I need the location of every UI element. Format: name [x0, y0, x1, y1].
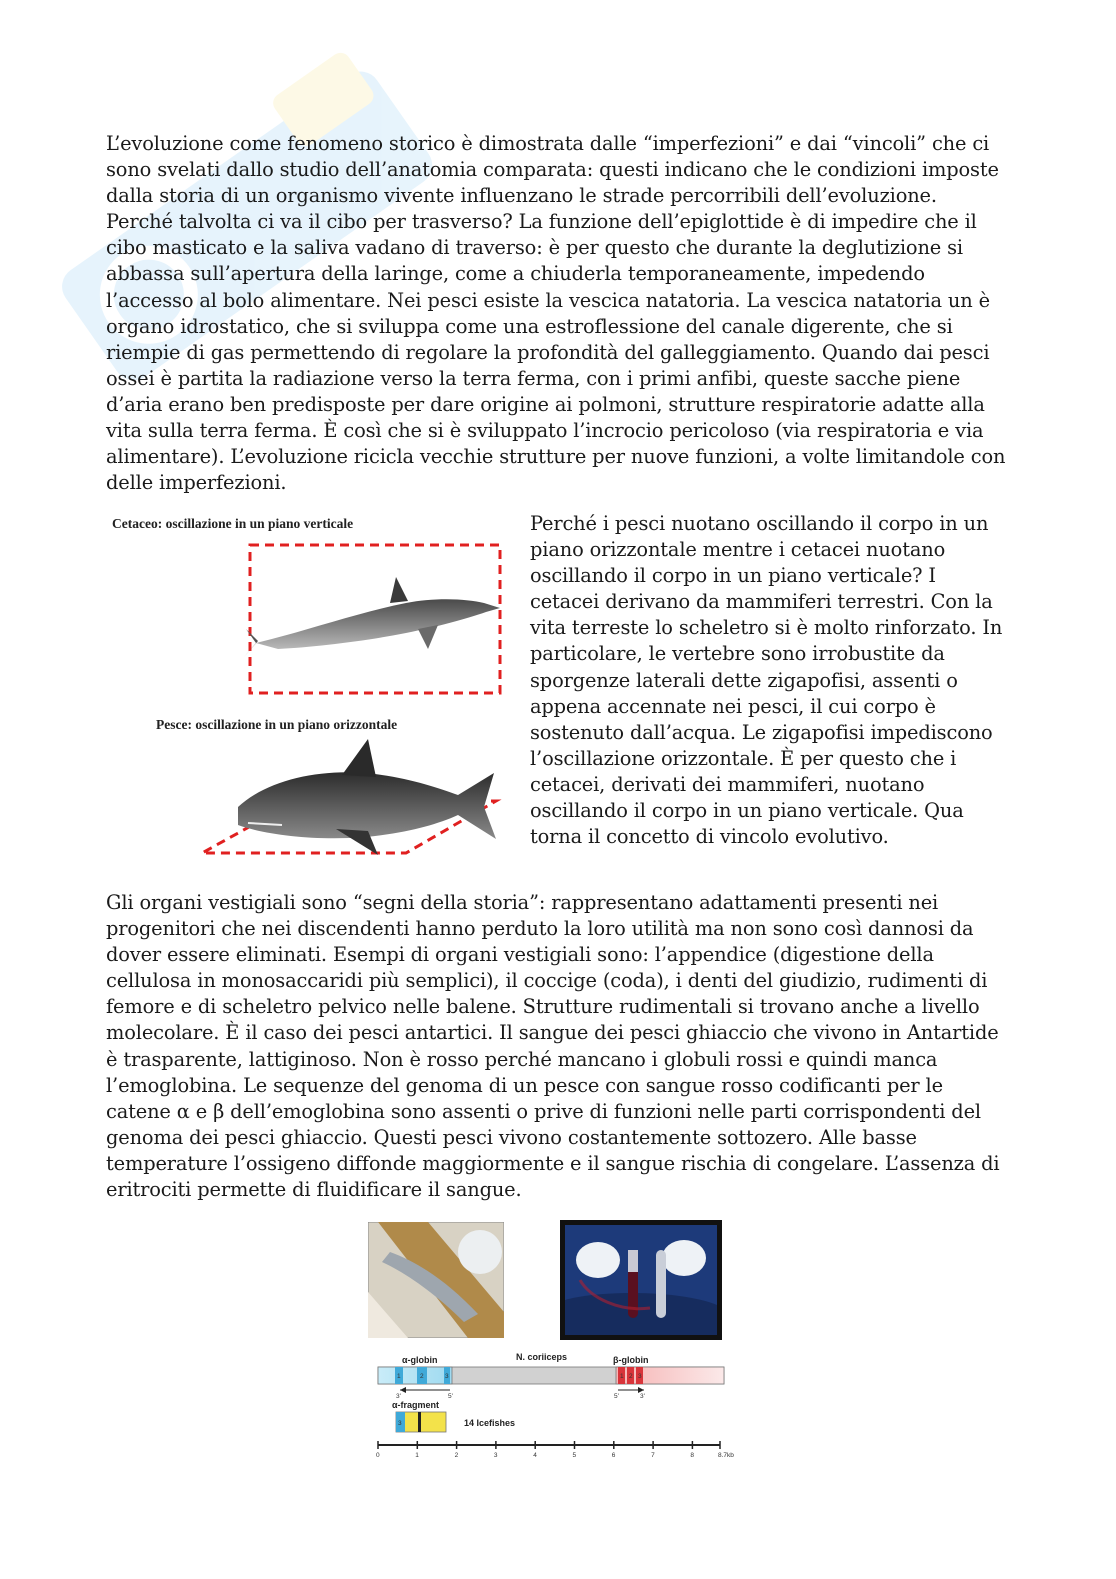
scale-tick-label: 0 — [376, 1452, 380, 1459]
globin-gene-diagram — [370, 1350, 740, 1460]
icefish-photo — [368, 1222, 504, 1338]
scale-tick-label: 7 — [651, 1452, 655, 1459]
paragraph-epiglottis: L’evoluzione come fenomeno storico è dimostrata dalle “imperfezioni” e dai “vincoli” che ci sono svelati dallo studio dell’anatomia comparata: questi indicano che le condizioni imposte dalla storia di un organismo vivente influenzano le strade percorribili dell’evoluzione. Perché talvolta ci va il cibo per trasverso? La funzione dell’epiglottide è di impedire che il cibo masticato e la saliva vadano di traverso: è per questo che durante la deglutizione si abbassa sull’apertura della laringe, come a chiuderla temporaneamente, impedendo l’accesso al bolo alimentare. Nei pesci esiste la vescica natatoria. La vescica natatoria un è organo idrostatico, che si sviluppa come una estroflessione del canale digerente, che si riempie di gas permettendo di regolare la profondità del galleggiamento. Quando dai pesci ossei è partita la radiazione verso la terra ferma, con i primi anfibi, queste sacche piene d’aria erano ben predisposte per dare origine ai polmoni, strutture respiratorie adatte alla vita sulla terra ferma. È così che si è sviluppato l’incrocio pericoloso (via respiratoria e via alimentare). L’evoluzione ricicla vecchie strutture per nuove funzioni, a volte limitandole con delle imperfezioni. — [106, 132, 1006, 495]
scale-ticks — [376, 1441, 734, 1459]
dolphin-illustration — [244, 577, 500, 657]
beta-end-3: 3' — [640, 1393, 645, 1400]
beta-exon-2-number: 2 — [629, 1373, 633, 1380]
paragraph-vestigial: Gli organi vestigiali sono “segni della storia”: rappresentano adattamenti presenti nei progenitori che nei discendenti hanno perduto la loro utilità ma non sono così dannosi da dover essere eliminati. Esempi di organi vestigiali sono: l’appendice (digestione della cellulosa in monosaccaridi più semplici), il coccige (coda), i denti del giudizio, rudimenti di femore e di scheletro pelvico nelle balene. Strutture rudimentali si trovano anche a livello molecolare. È il caso dei pesci antartici. Il sangue dei pesci ghiaccio che vivono in Antartide è trasparente, lattiginoso. Non è rosso perché mancano i globuli rossi e quindi manca l’emoglobina. Le sequenze del genoma di un pesce con sangue rosso codificanti per le catene α e β dell’emoglobina sono assenti o prive di funzioni nelle parti corrispondenti del genoma dei pesci ghiaccio. Questi pesci vivono costantemente sottozero. Alle basse temperature l’ossigeno diffonde maggiormente e il sangue rischia di congelare. L’assenza di eritrociti permette di fluidificare il sangue. — [106, 891, 1000, 1202]
caption-fish: Pesce: oscillazione in un piano orizzontale — [156, 717, 398, 732]
scale-tick-label: 4 — [533, 1452, 537, 1459]
alpha-exon-1-number: 1 — [397, 1373, 401, 1380]
alpha-globin-label: α-globin — [402, 1355, 438, 1365]
icefish-count-label: 14 Icefishes — [464, 1418, 516, 1428]
scale-tick-label: 2 — [454, 1452, 459, 1459]
alpha-fragment-label: α-fragment — [392, 1400, 440, 1410]
beta-exon-1-number: 1 — [620, 1373, 624, 1380]
beta-globin-label: β-globin — [613, 1355, 649, 1365]
alpha-exon-3-number: 3 — [445, 1373, 449, 1380]
alpha-fragment-mark — [418, 1412, 421, 1432]
scale-tick-label: 1 — [415, 1452, 419, 1459]
alpha-end-5: 5' — [448, 1393, 453, 1400]
beta-exon-3-number: 3 — [638, 1373, 642, 1380]
shark-illustration — [238, 739, 496, 855]
alpha-globin-region — [378, 1367, 452, 1384]
swimming-plane-figure — [106, 511, 516, 861]
alpha-fragment-exon-number: 3 — [398, 1420, 402, 1427]
scale-tick-label: 8.7kb — [718, 1452, 734, 1459]
caption-cetacean: Cetaceo: oscillazione in un piano verticale — [112, 516, 354, 531]
blood-comparison-photo — [560, 1220, 722, 1340]
species-label: N. coriiceps — [516, 1352, 568, 1362]
scale-tick-label: 6 — [611, 1452, 616, 1459]
alpha-end-3: 3' — [396, 1393, 401, 1400]
beta-end-5: 5' — [614, 1393, 619, 1400]
paragraph-swimming: Perché i pesci nuotano oscillando il corpo in un piano orizzontale mentre i cetacei nuotano oscillando il corpo in un piano verticale? I cetacei derivano da mammiferi terrestri. Con la vita terreste lo scheletro si è molto rinforzato. In particolare, le vertebre sono irrobustite da sporgenze laterali dette zigapofisi, assenti o appena accennate nei pesci, il cui corpo è sostenuto dall’acqua. Le zigapofisi impediscono l’oscillazione orizzontale. È per questo che i cetacei, derivati dei mammiferi, nuotano oscillando il corpo in un piano verticale. Qua torna il concetto di vincolo evolutivo. — [530, 512, 1003, 849]
scale-tick-label: 8 — [690, 1452, 695, 1459]
alpha-exon-2-number: 2 — [420, 1373, 424, 1380]
scale-tick-label: 3 — [493, 1452, 498, 1459]
scale-tick-label: 5 — [572, 1452, 577, 1459]
